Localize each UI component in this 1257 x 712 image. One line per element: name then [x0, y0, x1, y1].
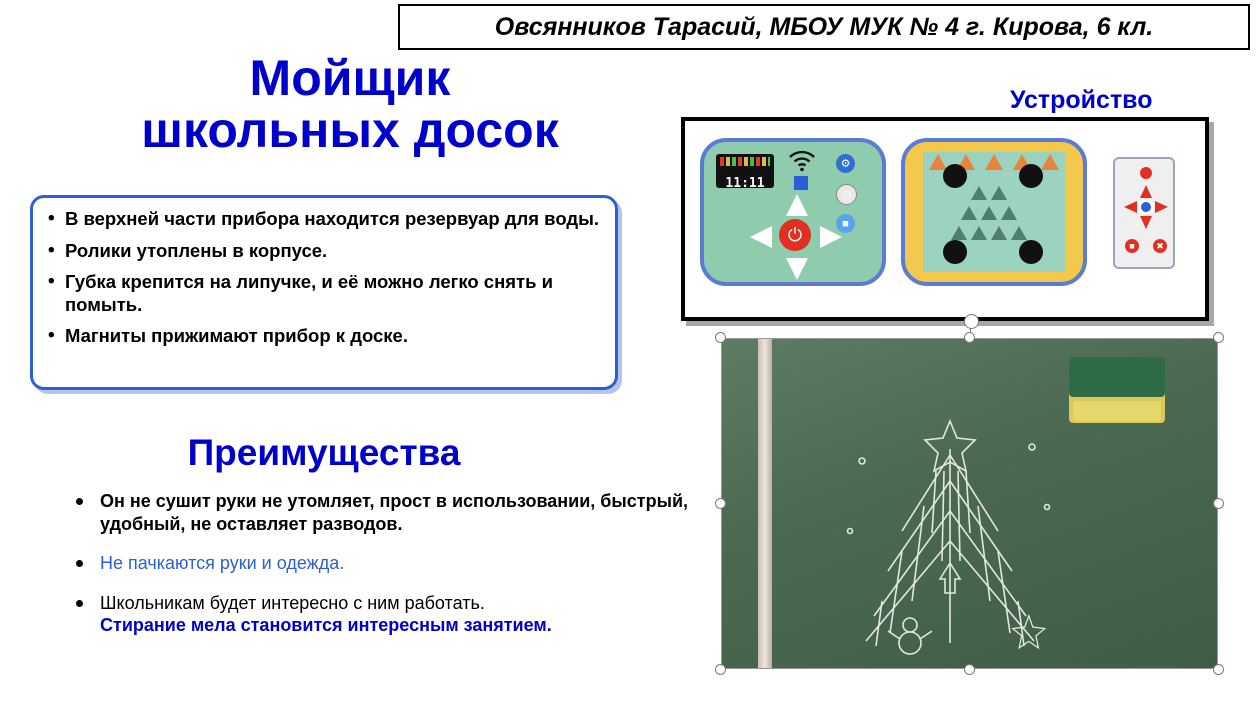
- triangle-icon: [971, 226, 987, 240]
- list-item: [58, 592, 698, 637]
- features-box: [30, 195, 618, 390]
- resize-handle[interactable]: [715, 664, 726, 675]
- display-clock: 11:11: [725, 176, 765, 188]
- resize-handle[interactable]: [715, 332, 726, 343]
- dpad-left-icon[interactable]: [750, 226, 772, 248]
- device-display: [716, 154, 774, 188]
- settings-icon[interactable]: ⚙: [836, 154, 855, 173]
- advantages-list: [58, 490, 698, 654]
- battery-icon[interactable]: ■: [836, 214, 855, 233]
- remote-button-left[interactable]: ■: [1125, 239, 1139, 253]
- device-illustration: [681, 117, 1209, 321]
- triangle-icon: [961, 206, 977, 220]
- list-item: Он не сушит руки не утомляет, прост в использовании, быстрый, удобный, не оставляет разводов.: [58, 490, 698, 535]
- bluetooth-icon: [794, 176, 808, 190]
- resize-handle[interactable]: [1213, 664, 1224, 675]
- page-title-line-2: школьных досок: [141, 102, 559, 158]
- led-indicator-icon: [1140, 167, 1152, 179]
- dpad-right-icon[interactable]: [820, 226, 842, 248]
- triangle-icon: [971, 186, 987, 200]
- magnet-dot: [943, 164, 967, 188]
- triangle-icon: [981, 206, 997, 220]
- list-item: • В верхней части прибора находится резервуар для воды.: [65, 208, 601, 231]
- magnet-dot: [1019, 164, 1043, 188]
- remote-dpad[interactable]: [1124, 185, 1168, 229]
- clock-icon[interactable]: ◷: [836, 184, 857, 205]
- dpad-up-icon[interactable]: [1140, 185, 1152, 198]
- dpad-control[interactable]: [750, 194, 842, 280]
- device-control-unit: [700, 138, 886, 286]
- list-item-accent: Стирание мела становится интересным занятием.: [100, 615, 552, 635]
- list-item: • Губка крепится на липучке, и её можно легко снять и помыть.: [65, 271, 601, 316]
- device-section-label: Устройство: [1010, 86, 1153, 114]
- features-list: [43, 208, 601, 348]
- center-button-icon[interactable]: [1138, 199, 1154, 215]
- wifi-icon: [788, 150, 816, 172]
- resize-handle[interactable]: [1213, 498, 1224, 509]
- dpad-down-icon[interactable]: [1140, 216, 1152, 229]
- triangle-icon: [951, 226, 967, 240]
- triangle-icon: [929, 154, 947, 170]
- rotation-handle[interactable]: [964, 314, 979, 329]
- remote-button-right[interactable]: ✖: [1153, 239, 1167, 253]
- resize-handle[interactable]: [1213, 332, 1224, 343]
- display-bars-icon: [720, 157, 770, 166]
- triangle-icon: [1011, 226, 1027, 240]
- page-title: [30, 52, 670, 156]
- author-text: Овсянников Тарасий, МБОУ МУК № 4 г. Кирова, 6 кл.: [494, 12, 1154, 41]
- board-edge: [758, 339, 772, 668]
- device-sponge-plate: [901, 138, 1087, 286]
- dpad-right-icon[interactable]: [1155, 201, 1168, 213]
- resize-handle[interactable]: [715, 498, 726, 509]
- list-item-text: Школьникам будет интересно с ним работать.: [100, 592, 485, 613]
- dpad-left-icon[interactable]: [1124, 201, 1137, 213]
- list-item: • Ролики утоплены в корпусе.: [65, 240, 601, 263]
- triangle-icon: [1001, 206, 1017, 220]
- resize-handle[interactable]: [964, 664, 975, 675]
- triangle-icon: [991, 226, 1007, 240]
- power-button-icon[interactable]: ⏻: [779, 219, 811, 251]
- device-remote: [1113, 157, 1175, 269]
- resize-handle[interactable]: [964, 332, 975, 343]
- chalk-drawing-tree: [832, 411, 1072, 661]
- magnet-dot: [1019, 240, 1043, 264]
- page-title-line-1: Мойщик: [249, 50, 451, 106]
- triangle-icon: [1041, 154, 1059, 170]
- triangle-icon: [991, 186, 1007, 200]
- chalkboard-photo[interactable]: [721, 338, 1218, 669]
- sponge-device-in-photo: [1069, 357, 1165, 423]
- sponge-surface: [923, 152, 1065, 272]
- author-banner: [398, 4, 1250, 50]
- dpad-up-icon[interactable]: [786, 194, 808, 216]
- triangle-icon: [985, 154, 1003, 170]
- advantages-heading: Преимущества: [187, 432, 461, 473]
- dpad-down-icon[interactable]: [786, 258, 808, 280]
- photo-object[interactable]: [713, 330, 1226, 677]
- magnet-dot: [943, 240, 967, 264]
- list-item: Не пачкаются руки и одежда.: [58, 552, 698, 575]
- list-item: • Магниты прижимают прибор к доске.: [65, 325, 601, 348]
